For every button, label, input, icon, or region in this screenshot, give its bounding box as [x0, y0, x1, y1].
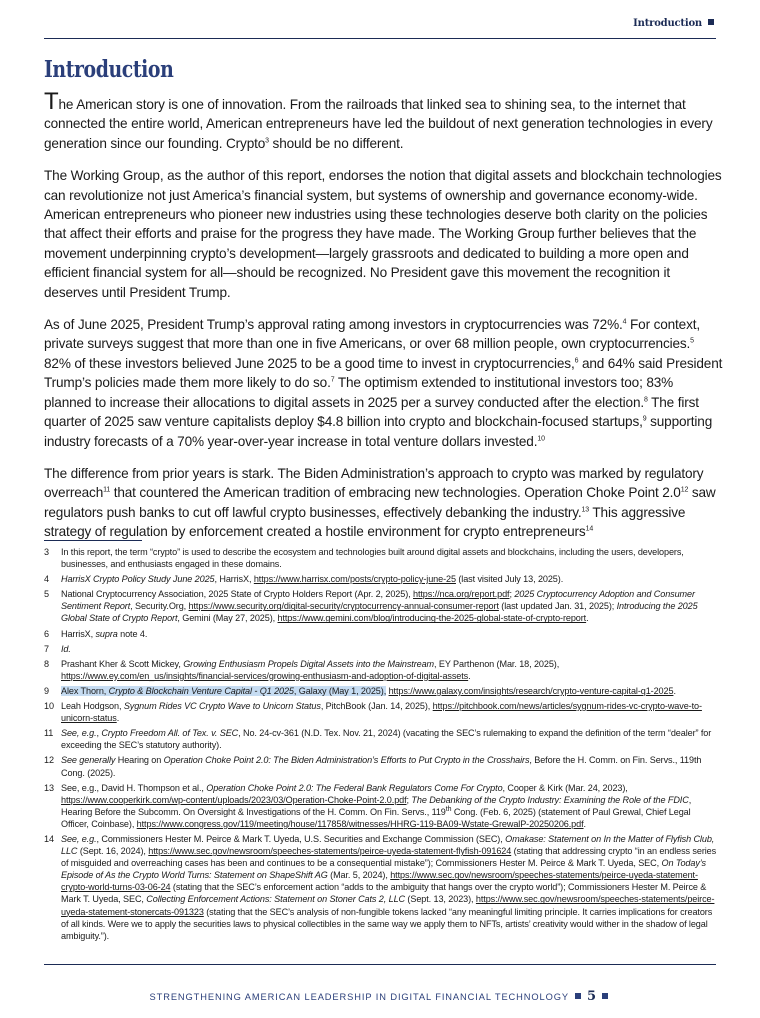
body-text	[44, 88, 724, 555]
paragraph-1: The American story is one of innovation. From the railroads that linked sea to shining sea, to the internet that connected the entire world, American entrepreneurs have led the buildout of next generation technologies in every generation since our founding. Crypto$^3$ should be no different.	[44, 88, 713, 151]
square-bullet-icon	[708, 19, 714, 25]
footnote-6: 6 HarrisX, supra note 4.	[44, 628, 148, 639]
square-bullet-icon	[602, 993, 608, 999]
footnote-link[interactable]: https://www.congress.gov/119/meeting/house/117858/witnesses/HHRG-119-BA09-Wstate-GrewalP-20250206.pdf	[136, 818, 584, 829]
footnote-ref[interactable]: 14	[585, 525, 594, 533]
footnote-10: 10 Leah Hodgson, Sygnum Rides VC Crypto Wave to Unicorn Status, PitchBook (Jan. 14, 2025), https://pitchbook.com/news/articles/sygnum-rides-vc-crypto-wave-to-unicorn-status.	[44, 701, 702, 724]
header-divider	[44, 38, 716, 39]
footnote-ref[interactable]: 12	[680, 486, 689, 494]
footnote-ref[interactable]: 3	[265, 137, 269, 145]
footnote-8: 8 Prashant Kher & Scott Mickey, Growing Enthusiasm Propels Digital Assets into the Mainstream, EY Parthenon (Mar. 18, 2025), https://www.ey.com/en_us/insights/financial-services/growing-enthusiasm-and-adoption-of-digital-assets.	[44, 658, 560, 681]
footnote-7: 7 Id.	[44, 643, 71, 654]
page-title: Introduction	[44, 56, 174, 83]
footnote-9: 9 Alex Thorn, Crypto & Blockchain Venture Capital - Q1 2025, Galaxy (May 1, 2025), https://www.galaxy.com/insights/research/crypto-venture-capital-q1-2025.	[44, 685, 676, 696]
footnote-4: 4 HarrisX Crypto Policy Study June 2025, HarrisX, https://www.harrisx.com/posts/crypto-policy-june-25 (last visited July 13, 2025).	[44, 574, 564, 585]
footnote-ref[interactable]: 5	[690, 337, 694, 345]
footnote-link[interactable]: https://www.security.org/digital-security/cryptocurrency-annual-consumer-report	[188, 601, 499, 612]
footnote-ref[interactable]: 11	[103, 486, 111, 494]
square-bullet-icon	[575, 993, 581, 999]
footnote-link[interactable]: https://www.galaxy.com/insights/research/crypto-venture-capital-q1-2025	[388, 685, 674, 696]
running-header	[633, 18, 714, 29]
running-header-section: Introduction	[633, 18, 702, 29]
footnote-link[interactable]: https://pitchbook.com/news/articles/sygnum-rides-vc-crypto-wave-to-unicorn-status	[61, 701, 702, 724]
footnote-link[interactable]: https://www.sec.gov/newsroom/speeches-statements/peirce-uyeda-statement-stonercats-091323	[61, 894, 715, 917]
footnote-ref[interactable]: 10	[537, 434, 545, 442]
footnote-ref[interactable]: 8	[643, 396, 648, 404]
footnote-ref[interactable]: 13	[581, 506, 590, 514]
footnote-link[interactable]: https://www.harrisx.com/posts/crypto-policy-june-25	[253, 574, 456, 585]
footnote-link[interactable]: https://www.sec.gov/newsroom/speeches-statements/peirce-uyeda-statement-crypto-world-turns-03-06-24	[61, 870, 698, 893]
footnote-5: 5 National Cryptocurrency Association, 2025 State of Crypto Holders Report (Apr. 2, 2025), https://nca.org/report.pdf; 2025 Cryptocurrency Adoption and Consumer Sentiment Report, Security.Org, https://www.security.org/digital-security/cryptocurrency-annual-consumer-report (last updated Jan. 31, 2025); Introducing the 2025 Global State of Crypto Report, Gemini (May 27, 2025), https://www.gemini.com/blog/introducing-the-2025-global-state-of-crypto-report.	[44, 589, 698, 624]
paragraph-4: The difference from prior years is stark. The Biden Administration’s approach to crypto was marked by regulatory overreach$^{11}$ that countered the American tradition of embracing new technologies. Operation Choke Point $2.0^{12}$ saw regulators push banks to cut off lawful crypto businesses, effectively debanking the industry.$^{13}$ This aggressive strategy of regulation by enforcement created a hostile environment for crypto entrepreneurs$^{14}$	[44, 465, 716, 540]
page-footer	[150, 989, 614, 1004]
footnotes	[44, 546, 720, 945]
footnote-link[interactable]: https://nca.org/report.pdf	[413, 589, 510, 600]
text-highlight: Alex Thorn, Crypto & Blockchain Venture Capital - Q1 2025, Galaxy (May 1, 2025),	[61, 685, 387, 696]
footnote-link[interactable]: https://www.ey.com/en_us/insights/financial-services/growing-enthusiasm-and-adoption-of-digital-assets	[61, 670, 469, 681]
footer-divider	[44, 964, 716, 965]
footnote-13: 13 See, e.g., David H. Thompson et al., Operation Choke Point 2.0: The Federal Bank Regulators Come For Crypto, Cooper & Kirk (Mar. 24, 2023), https://www.cooperkirk.com/wp-content/uploads/2023/03/Operation-Choke-Point-2.0.pdf; The Debanking of the Crypto Industry: Examining the Role of the FDIC, Hearing Before the Subcomm. On Oversight & Investigations of the H. Comm. On Fin. Servs., 119th Cong. (Feb. 6, 2025) (statement of Paul Grewal, Chief Legal Officer, Coinbase), https://www.congress.gov/119/meeting/house/117858/witnesses/HHRG-119-BA09-Wstate-GrewalP-20250206.pdf.	[44, 782, 692, 829]
footnote-ref[interactable]: 6	[574, 357, 579, 365]
footnote-3: 3 In this report, the term “crypto” is used to describe the ecosystem and technologies built around digital assets and blockchains, including the users, developers, businesses, and enthusiasts engaged in these domains.	[44, 547, 684, 570]
page-number: 5	[586, 989, 596, 1004]
footnote-ref[interactable]: 7	[330, 376, 335, 384]
footnote-link[interactable]: https://www.sec.gov/newsroom/speeches-statements/peirce-uyeda-statement-flyfish-091624	[148, 846, 512, 857]
footnote-14: 14 See, e.g., Commissioners Hester M. Peirce & Mark T. Uyeda, U.S. Securities and Exchange Commission (SEC), Omakase: Statement on In the Matter of Flyfish Club, LLC (Sept. 16, 2024), https://www.sec.gov/newsroom/speeches-statements/peirce-uyeda-statement-flyfish-091624 (stating that addressing crypto “in an endless series of misguided and overreaching cases has been and continues to be a consequential mistake”); Commissioners Hester M. Peirce & Mark T. Uyeda, SEC, On Today’s Episode of As the Crypto World Turns: Statement on ShapeShift AG (Mar. 5, 2024), https://www.sec.gov/newsroom/speeches-statements/peirce-uyeda-statement-crypto-world-turns-03-06-24 (stating that the SEC’s enforcement action “adds to the ambiguity that hangs over the crypto world”); Commissioners Hester M. Peirce & Mark T. Uyeda, SEC, Collecting Enforcement Actions: Statement on Stoner Cats 2, LLC (Sept. 13, 2023), https://www.sec.gov/newsroom/speeches-statements/peirce-uyeda-statement-stonercats-091323 (stating that the SEC’s analysis of non-fungible tokens lacked “any meaningful limiting principle. It carries implications for creators of all kinds. Were we to apply the securities laws to physical collectibles in the same way we apply them to NFTs, artists’ creativity would wither in the shadow of legal ambiguity.”).	[44, 833, 717, 941]
footnote-link[interactable]: https://www.cooperkirk.com/wp-content/uploads/2023/03/Operation-Choke-Point-2.0.pdf	[61, 794, 407, 805]
footer-title: STRENGTHENING AMERICAN LEADERSHIP IN DIGITAL FINANCIAL TECHNOLOGY	[149, 992, 569, 1002]
paragraph-3: As of June 2025, President Trump’s approval rating among investors in cryptocurrencies was 72%.$^4$ For context, private surveys suggest that more than one in five Americans, or over 68 million people, own cryptocurrencies.$^5$ 82% of these investors believed June 2025 to be a good time to invest in cryptocurrencies,$^6$ and 64% said President Trump’s policies made them more likely to do so.$^7$ The optimism extended to institutional investors too; 83% planned to increase their allocations to digital assets in 2025 per a survey conducted after the election.$^8$ The first quarter of 2025 saw venture capitalists deploy $4.8 billion into crypto and blockchain-focused startups,$^9$ supporting industry forecasts of a 70% year-over-year increase in total venture dollars invested.$^{10}$	[44, 317, 723, 449]
footnote-link[interactable]: https://www.gemini.com/blog/introducing-the-2025-global-state-of-crypto-report	[277, 613, 587, 624]
footnote-11: 11 See, e.g., Crypto Freedom All. of Tex. v. SEC, No. 24-cv-361 (N.D. Tex. Nov. 21, 2024) (vacating the SEC’s rulemaking to expand the definition of the term “dealer” for exceeding the SEC’s statutory authority).	[44, 728, 712, 751]
drop-cap: T	[44, 88, 59, 115]
footnote-12: 12 See generally Hearing on Operation Choke Point 2.0: The Biden Administration’s Efforts to Put Crypto in the Crosshairs, Before the H. Comm. on Fin. Servs., 119th Cong. (2025).	[44, 755, 702, 778]
paragraph-2: The Working Group, as the author of this report, endorses the notion that digital assets and blockchain technologies can revolutionize not just America’s financial system, but systems of ownership and governance economy-wide. American entrepreneurs who pioneer new industries using these technologies deserve both clarity on the policies that affect their efforts and praise for the progress they have made. The Working Group further believes that the movement underpinning crypto’s development—largely grassroots and dedicated to building a more open and efficient financial system for all—should be recognized. No President gave this movement the recognition it deserves until President Trump.	[44, 168, 722, 300]
footnote-divider	[44, 540, 142, 541]
footnote-ref[interactable]: 9	[642, 415, 647, 423]
footnote-ref[interactable]: 4	[622, 318, 627, 326]
